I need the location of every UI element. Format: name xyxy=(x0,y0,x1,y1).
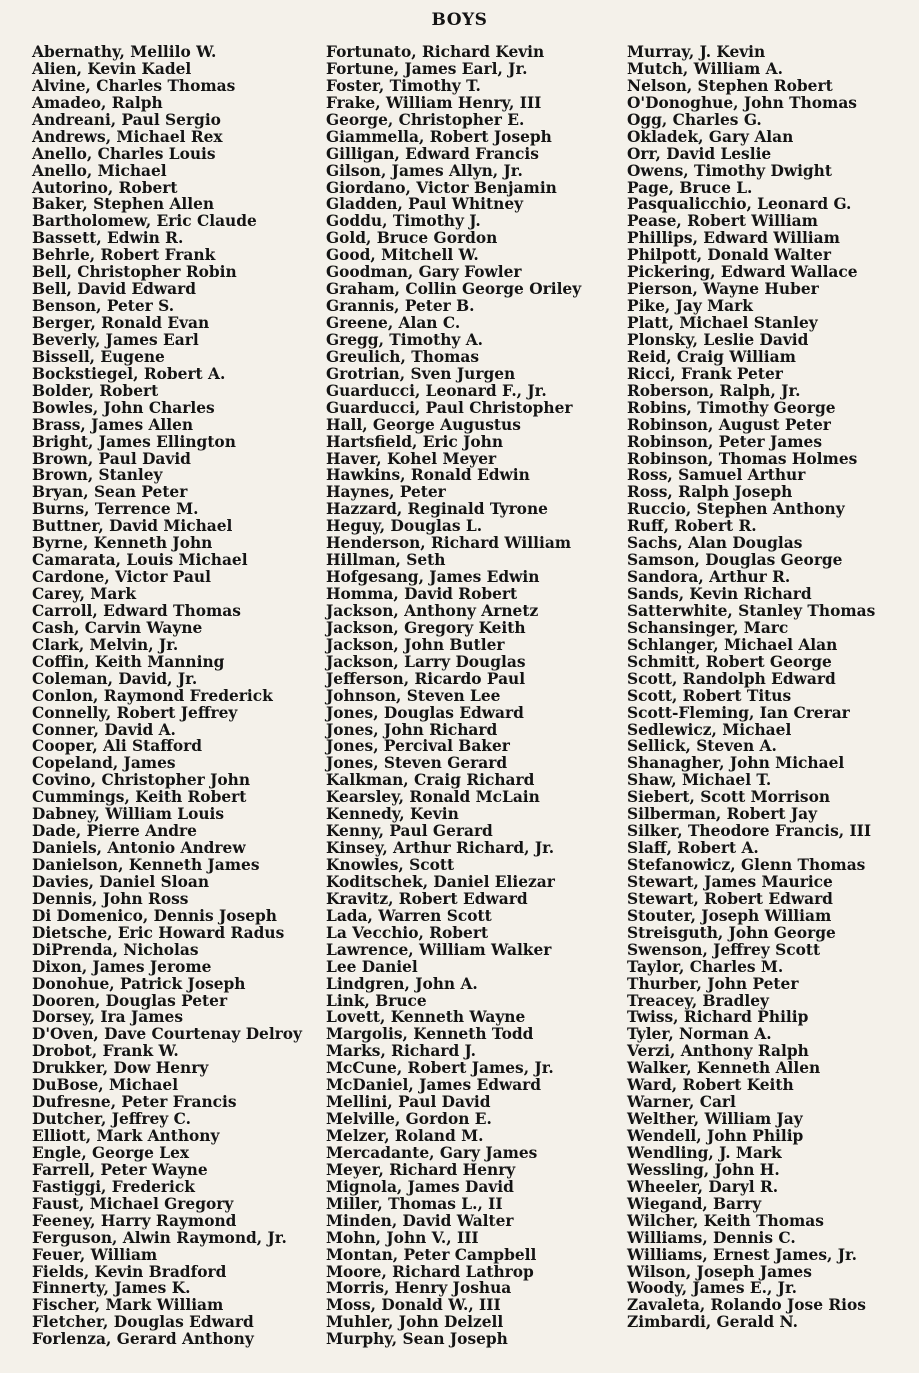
list-item: Gilson, James Allyn, Jr. xyxy=(326,161,523,180)
list-item: Bockstiegel, Robert A. xyxy=(32,364,226,383)
list-item: Bolder, Robert xyxy=(32,381,159,400)
list-item: Guarducci, Leonard F., Jr. xyxy=(326,381,547,400)
list-item: Robins, Timothy George xyxy=(627,398,836,417)
list-item: Graham, Collin George Oriley xyxy=(326,280,582,299)
list-item: Ross, Ralph Joseph xyxy=(627,483,793,502)
list-item: DuBose, Michael xyxy=(32,1076,179,1095)
list-item: Twiss, Richard Philip xyxy=(627,1008,809,1027)
list-item: Koditschek, Daniel Eliezar xyxy=(326,872,555,891)
list-item: Nelson, Stephen Robert xyxy=(627,76,833,95)
list-item: Tyler, Norman A. xyxy=(627,1025,772,1044)
list-item: Kravitz, Robert Edward xyxy=(326,889,528,908)
list-item: Pease, Robert William xyxy=(627,212,818,231)
list-item: Welther, William Jay xyxy=(627,1110,803,1129)
list-item: Stefanowicz, Glenn Thomas xyxy=(627,856,866,874)
list-item: Lindgren, John A. xyxy=(326,974,478,993)
list-item: Reid, Craig William xyxy=(627,347,796,366)
list-item: Faust, Michael Gregory xyxy=(32,1194,234,1213)
list-item: Anello, Charles Louis xyxy=(32,144,216,163)
list-item: Hazzard, Reginald Tyrone xyxy=(326,500,548,519)
list-item: Lee Daniel xyxy=(326,957,418,976)
list-item: Dietsche, Eric Howard Radus xyxy=(32,923,285,942)
list-item: Slaff, Robert A. xyxy=(627,839,759,858)
list-item: Connelly, Robert Jeffrey xyxy=(32,703,238,722)
list-item: Hofgesang, James Edwin xyxy=(326,568,540,587)
list-item: Sandora, Arthur R. xyxy=(627,568,791,587)
list-item: Lovett, Kenneth Wayne xyxy=(326,1008,526,1027)
list-item: Kinsey, Arthur Richard, Jr. xyxy=(326,839,555,858)
list-item: Streisguth, John George xyxy=(627,923,836,942)
list-item: Elliott, Mark Anthony xyxy=(32,1127,220,1145)
list-item: Brown, Stanley xyxy=(32,466,163,485)
list-item: Ross, Samuel Arthur xyxy=(627,466,806,485)
list-item: Jackson, Gregory Keith xyxy=(326,618,526,637)
list-item: Brass, James Allen xyxy=(32,415,194,434)
list-item: Johnson, Steven Lee xyxy=(326,686,501,705)
list-item: Shaw, Michael T. xyxy=(627,771,772,790)
list-item: Grotrian, Sven Jurgen xyxy=(326,364,516,383)
list-item: Plonsky, Leslie David xyxy=(627,330,809,349)
list-item: Lawrence, William Walker xyxy=(326,940,552,959)
list-item: Silberman, Robert Jay xyxy=(627,805,818,824)
list-item: Siebert, Scott Morrison xyxy=(627,788,831,807)
list-item: Ferguson, Alwin Raymond, Jr. xyxy=(32,1228,287,1247)
list-item: Zavaleta, Rolando Jose Rios xyxy=(627,1296,866,1315)
list-item: Roberson, Ralph, Jr. xyxy=(627,381,801,400)
list-item: Bassett, Edwin R. xyxy=(32,229,184,248)
list-item: Coffin, Keith Manning xyxy=(32,652,225,671)
list-item: Muhler, John Delzell xyxy=(326,1313,504,1332)
list-item: Amadeo, Ralph xyxy=(32,93,163,112)
list-item: Murray, J. Kevin xyxy=(627,43,766,61)
list-item: Gladden, Paul Whitney xyxy=(326,195,524,214)
list-item: Satterwhite, Stanley Thomas xyxy=(627,601,876,620)
list-item: Wheeler, Daryl R. xyxy=(627,1177,779,1196)
list-item: Goodman, Gary Fowler xyxy=(326,263,522,282)
list-item: Schmitt, Robert George xyxy=(627,652,832,671)
list-item: Gold, Bruce Gordon xyxy=(326,229,498,248)
list-item: Samson, Douglas George xyxy=(627,551,843,570)
list-item: Di Domenico, Dennis Joseph xyxy=(32,906,277,925)
list-item: Hall, George Augustus xyxy=(326,415,521,434)
list-item: Greene, Alan C. xyxy=(326,314,461,332)
list-item: Gilligan, Edward Francis xyxy=(326,144,539,163)
list-item: Treacey, Bradley xyxy=(627,991,769,1010)
list-item: Wilson, Joseph James xyxy=(627,1262,812,1281)
page-title: BOYS xyxy=(431,10,488,30)
list-item: Fields, Kevin Bradford xyxy=(32,1262,227,1281)
list-item: Fischer, Mark William xyxy=(32,1296,224,1315)
list-item: Drobot, Frank W. xyxy=(32,1042,179,1061)
list-item: Minden, David Walter xyxy=(326,1211,514,1230)
list-item: Stouter, Joseph William xyxy=(627,906,832,925)
list-item: Kalkman, Craig Richard xyxy=(326,771,535,790)
list-item: Marks, Richard J. xyxy=(326,1042,477,1061)
list-item: DiPrenda, Nicholas xyxy=(32,940,199,959)
list-item: Jackson, John Butler xyxy=(326,635,505,654)
list-item: Fortunato, Richard Kevin xyxy=(326,43,545,61)
list-item: Scott, Randolph Edward xyxy=(627,669,836,688)
list-item: Benson, Peter S. xyxy=(32,297,175,316)
list-item: McDaniel, James Edward xyxy=(326,1076,542,1095)
list-item: Dorsey, Ira James xyxy=(32,1008,183,1027)
list-item: Bartholomew, Eric Claude xyxy=(32,212,257,231)
list-item: Kenny, Paul Gerard xyxy=(326,822,493,841)
list-item: Finnerty, James K. xyxy=(32,1279,191,1298)
list-item: Thurber, John Peter xyxy=(627,974,799,993)
list-item: Jones, Douglas Edward xyxy=(326,703,524,722)
list-item: O'Donoghue, John Thomas xyxy=(627,93,857,112)
list-item: Grannis, Peter B. xyxy=(326,297,475,316)
list-item: Conner, David A. xyxy=(32,720,176,739)
list-item: Danielson, Kenneth James xyxy=(32,856,260,874)
list-item: Woody, James E., Jr. xyxy=(627,1279,798,1298)
list-item: Sellick, Steven A. xyxy=(627,737,777,756)
list-item: Frake, William Henry, III xyxy=(326,93,542,112)
list-item: Dutcher, Jeffrey C. xyxy=(32,1110,191,1129)
list-item: George, Christopher E. xyxy=(326,110,525,129)
list-item: Sachs, Alan Douglas xyxy=(627,534,803,553)
list-item: Giordano, Victor Benjamin xyxy=(326,178,557,197)
list-item: Carroll, Edward Thomas xyxy=(32,601,241,620)
list-item: Greulich, Thomas xyxy=(326,347,480,366)
list-item: Pike, Jay Mark xyxy=(627,297,753,316)
list-item: Philpott, Donald Walter xyxy=(627,246,831,265)
list-item: Byrne, Kenneth John xyxy=(32,534,213,553)
list-item: Foster, Timothy T. xyxy=(326,76,481,95)
list-item: La Vecchio, Robert xyxy=(326,923,489,942)
list-item: Andreani, Paul Sergio xyxy=(32,110,221,129)
list-item: Buttner, David Michael xyxy=(32,517,233,536)
list-item: Zimbardi, Gerald N. xyxy=(627,1313,798,1332)
list-item: Stewart, James Maurice xyxy=(627,872,833,891)
list-item: Drukker, Dow Henry xyxy=(32,1059,209,1078)
list-item: Behrle, Robert Frank xyxy=(32,246,216,265)
list-item: Taylor, Charles M. xyxy=(627,957,784,976)
list-item: Burns, Terrence M. xyxy=(32,500,199,519)
list-item: Bryan, Sean Peter xyxy=(32,483,188,502)
list-item: Cummings, Keith Robert xyxy=(32,788,247,807)
list-item: Goddu, Timothy J. xyxy=(326,212,481,231)
list-item: Dooren, Douglas Peter xyxy=(32,991,228,1010)
list-item: Ruff, Robert R. xyxy=(627,517,757,536)
list-item: Warner, Carl xyxy=(627,1093,736,1112)
list-item: Giammella, Robert Joseph xyxy=(326,127,552,146)
list-item: Jones, Steven Gerard xyxy=(326,754,508,773)
list-item: Haver, Kohel Meyer xyxy=(326,449,497,468)
list-item: Gregg, Timothy A. xyxy=(326,330,484,349)
list-item: Fastiggi, Frederick xyxy=(32,1177,195,1196)
list-item: Stewart, Robert Edward xyxy=(627,889,833,908)
list-item: Hartsfield, Eric John xyxy=(326,432,504,451)
list-item: Pasqualicchio, Leonard G. xyxy=(627,195,852,214)
list-item: Copeland, James xyxy=(32,754,176,773)
list-item: Autorino, Robert xyxy=(32,178,178,197)
list-item: Verzi, Anthony Ralph xyxy=(627,1042,809,1061)
list-item: Wilcher, Keith Thomas xyxy=(627,1211,824,1230)
list-item: Jones, John Richard xyxy=(326,720,498,739)
list-item: Ward, Robert Keith xyxy=(627,1076,794,1095)
list-item: Engle, George Lex xyxy=(32,1143,190,1162)
list-item: Bissell, Eugene xyxy=(32,347,165,366)
list-item: Alien, Kevin Kadel xyxy=(32,59,192,78)
list-item: Scott-Fleming, Ian Crerar xyxy=(627,703,850,722)
list-item: Phillips, Edward William xyxy=(627,229,840,248)
list-item: Wessling, John H. xyxy=(627,1160,780,1179)
list-item: Montan, Peter Campbell xyxy=(326,1245,537,1264)
list-item: Jackson, Larry Douglas xyxy=(326,652,526,671)
list-item: Andrews, Michael Rex xyxy=(32,127,223,146)
list-item: Page, Bruce L. xyxy=(627,178,753,197)
list-item: Okladek, Gary Alan xyxy=(627,127,794,146)
list-item: Morris, Henry Joshua xyxy=(326,1279,512,1298)
list-item: Dabney, William Louis xyxy=(32,805,225,824)
list-item: Mutch, William A. xyxy=(627,59,783,78)
list-item: Cardone, Victor Paul xyxy=(32,568,211,587)
list-item: Conlon, Raymond Frederick xyxy=(32,686,273,705)
list-item: Schansinger, Marc xyxy=(627,618,789,637)
list-item: Platt, Michael Stanley xyxy=(627,314,818,332)
list-item: Heguy, Douglas L. xyxy=(326,517,483,536)
list-item: Camarata, Louis Michael xyxy=(32,551,248,570)
list-item: Link, Bruce xyxy=(326,991,427,1010)
list-item: Fletcher, Douglas Edward xyxy=(32,1313,254,1332)
list-item: Homma, David Robert xyxy=(326,585,518,603)
list-item: Silker, Theodore Francis, III xyxy=(627,822,872,841)
list-item: Daniels, Antonio Andrew xyxy=(32,839,246,858)
list-item: Donohue, Patrick Joseph xyxy=(32,974,246,993)
list-item: Pierson, Wayne Huber xyxy=(627,280,819,299)
list-item: Good, Mitchell W. xyxy=(326,246,479,265)
list-item: Beverly, James Earl xyxy=(32,330,199,349)
list-item: Scott, Robert Titus xyxy=(627,686,792,705)
list-item: Robinson, Peter James xyxy=(627,432,823,451)
list-item: Henderson, Richard William xyxy=(326,534,572,553)
list-item: Williams, Ernest James, Jr. xyxy=(627,1245,858,1264)
list-item: Ruccio, Stephen Anthony xyxy=(627,500,845,519)
list-item: Orr, David Leslie xyxy=(627,144,772,163)
list-item: Coleman, David, Jr. xyxy=(32,669,198,688)
list-item: Kearsley, Ronald McLain xyxy=(326,788,540,807)
list-item: Miller, Thomas L., II xyxy=(326,1194,503,1213)
name-column-1 xyxy=(32,44,317,1348)
list-item: Forlenza, Gerard Anthony xyxy=(32,1330,254,1349)
list-item: Wiegand, Barry xyxy=(627,1194,762,1213)
list-item: Ogg, Charles G. xyxy=(627,110,762,129)
list-item: Mellini, Paul David xyxy=(326,1093,491,1112)
list-item: Feeney, Harry Raymond xyxy=(32,1211,237,1230)
list-item: Jefferson, Ricardo Paul xyxy=(326,669,526,688)
list-item: Ricci, Frank Peter xyxy=(627,364,783,383)
list-item: Meyer, Richard Henry xyxy=(326,1160,516,1179)
list-item: Bowles, John Charles xyxy=(32,398,215,417)
list-item: Jackson, Anthony Arnetz xyxy=(326,601,539,620)
list-item: Feuer, William xyxy=(32,1245,158,1264)
list-item: Alvine, Charles Thomas xyxy=(32,76,236,95)
list-item: Dennis, John Ross xyxy=(32,889,189,908)
list-item: Brown, Paul David xyxy=(32,449,191,468)
name-column-3 xyxy=(627,44,917,1331)
list-item: Pickering, Edward Wallace xyxy=(627,263,858,282)
list-item: Moss, Donald W., III xyxy=(326,1296,501,1315)
list-item: Jones, Percival Baker xyxy=(326,737,510,756)
list-item: Hawkins, Ronald Edwin xyxy=(326,466,530,485)
list-item: Cash, Carvin Wayne xyxy=(32,618,203,637)
list-item: Mohn, John V., III xyxy=(326,1228,479,1247)
list-item: Fortune, James Earl, Jr. xyxy=(326,59,528,78)
list-item: Bright, James Ellington xyxy=(32,432,236,451)
list-item: Mignola, James David xyxy=(326,1177,514,1196)
list-item: Williams, Dennis C. xyxy=(627,1228,796,1247)
list-item: Wendell, John Philip xyxy=(627,1127,804,1145)
list-item: Hillman, Seth xyxy=(326,551,446,570)
list-item: Bell, Christopher Robin xyxy=(32,263,237,282)
list-item: Davies, Daniel Sloan xyxy=(32,872,210,891)
list-item: Anello, Michael xyxy=(32,161,167,180)
list-item: Sedlewicz, Michael xyxy=(627,720,792,739)
list-item: Guarducci, Paul Christopher xyxy=(326,398,573,417)
list-item: Dufresne, Peter Francis xyxy=(32,1093,237,1112)
list-item: Robinson, Thomas Holmes xyxy=(627,449,858,468)
list-item: Bell, David Edward xyxy=(32,280,197,299)
list-item: Dixon, James Jerome xyxy=(32,957,212,976)
list-item: Murphy, Sean Joseph xyxy=(326,1330,508,1349)
list-item: Schlanger, Michael Alan xyxy=(627,635,838,654)
list-item: Farrell, Peter Wayne xyxy=(32,1160,208,1179)
list-item: Abernathy, Mellilo W. xyxy=(32,43,217,61)
list-item: Cooper, Ali Stafford xyxy=(32,737,202,756)
list-item: Melville, Gordon E. xyxy=(326,1110,492,1129)
list-item: Mercadante, Gary James xyxy=(326,1143,538,1162)
list-item: Baker, Stephen Allen xyxy=(32,195,215,214)
name-column-2 xyxy=(326,44,616,1348)
list-item: Clark, Melvin, Jr. xyxy=(32,635,179,654)
list-item: Sands, Kevin Richard xyxy=(627,585,812,603)
list-item: Melzer, Roland M. xyxy=(326,1127,484,1145)
list-item: Covino, Christopher John xyxy=(32,771,251,790)
list-item: Wendling, J. Mark xyxy=(627,1143,782,1162)
list-item: Knowles, Scott xyxy=(326,856,455,874)
list-item: Walker, Kenneth Allen xyxy=(627,1059,821,1078)
list-item: Shanagher, John Michael xyxy=(627,754,845,773)
list-item: Dade, Pierre Andre xyxy=(32,822,197,841)
list-item: Kennedy, Kevin xyxy=(326,805,459,824)
list-item: D'Oven, Dave Courtenay Delroy xyxy=(32,1025,302,1044)
list-item: Lada, Warren Scott xyxy=(326,906,492,925)
list-item: Robinson, August Peter xyxy=(627,415,831,434)
list-item: Margolis, Kenneth Todd xyxy=(326,1025,534,1044)
list-item: Moore, Richard Lathrop xyxy=(326,1262,534,1281)
list-item: McCune, Robert James, Jr. xyxy=(326,1059,554,1078)
list-item: Swenson, Jeffrey Scott xyxy=(627,940,821,959)
list-item: Carey, Mark xyxy=(32,585,137,603)
list-item: Owens, Timothy Dwight xyxy=(627,161,832,180)
list-item: Haynes, Peter xyxy=(326,483,446,502)
list-item: Berger, Ronald Evan xyxy=(32,314,210,332)
